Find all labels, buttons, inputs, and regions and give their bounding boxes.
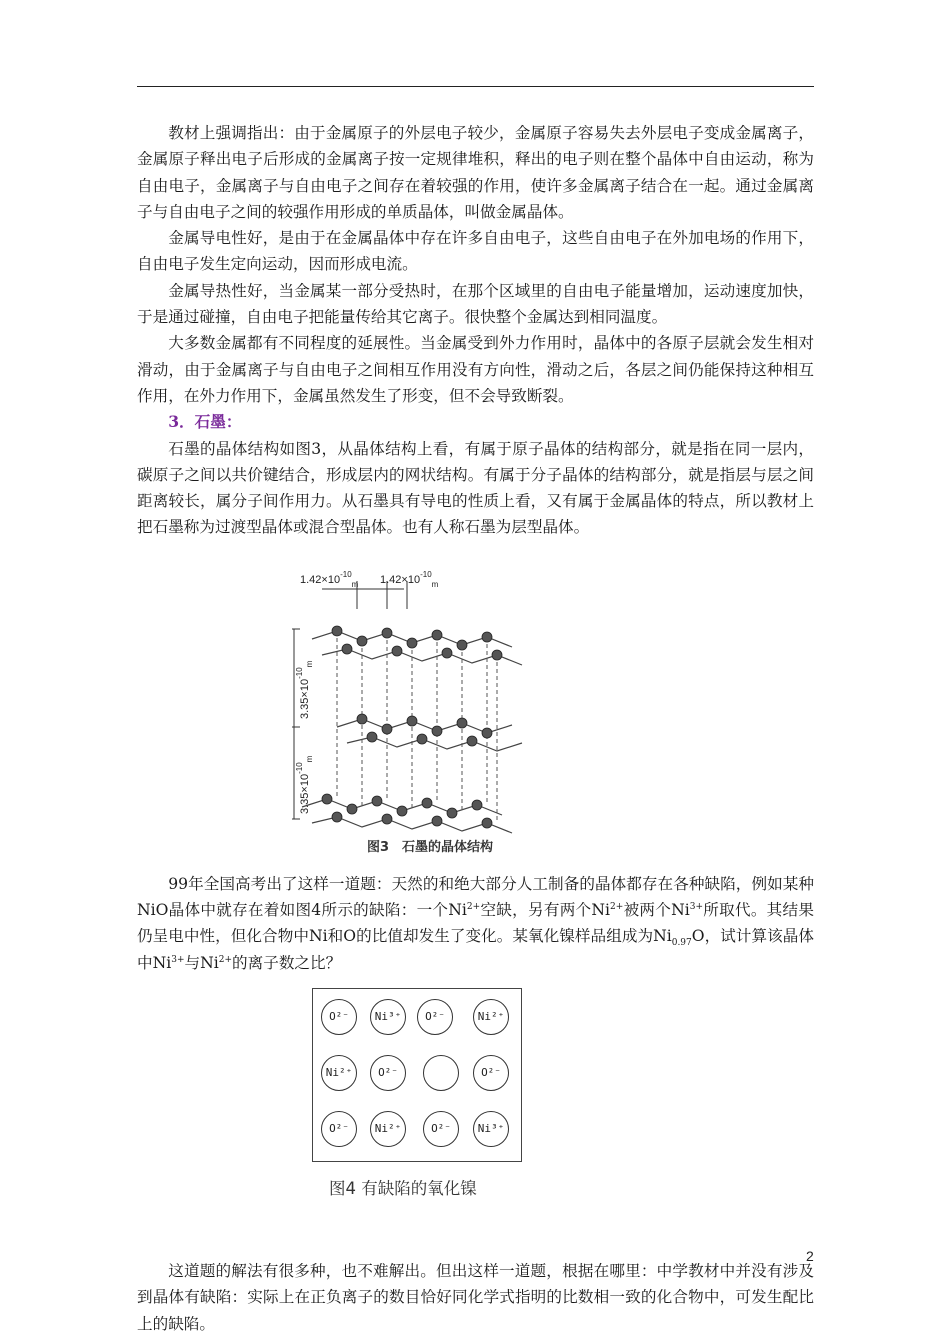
ion-cell: O²⁻ — [417, 999, 453, 1035]
ion-cell: Ni³⁺ — [473, 1111, 509, 1147]
middle-layer — [337, 719, 522, 751]
paragraph-metal-crystal: 教材上强调指出：由于金属原子的外层电子较少，金属原子容易失去外层电子变成金属离子，金属原子释出电子后形成的金属离子按一定规律堆积，释出的电子则在整个晶体中自由运动，称为自由电子，金属离子与自由电子之间存在着较强的作用，使许多金属离子结合在一起。通过金属离子与自由电子之间的较强作用形成的单质晶体，叫做金属晶体。 — [137, 124, 814, 221]
paragraph-ductility: 大多数金属都有不同程度的延展性。当金属受到外力作用时，晶体中的各原子层就会发生相对滑动，由于金属离子与自由电子之间相互作用没有方向性，滑动之后，各层之间仍能保持这种相互作用，在外力作用下，金属虽然发生了形变，但不会导致断裂。 — [137, 334, 814, 405]
graphite-lattice-illustration — [292, 569, 552, 834]
paragraph-graphite: 石墨的晶体结构如图3，从晶体结构上看，有属于原子晶体的结构部分，就是指在同一层内，碳原子之间以共价键结合，形成层内的网状结构。有属于分子晶体的结构部分，就是指层与层之间距离较长，属分子间作用力。从石墨具有导电的性质上看，又有属于金属晶体的特点，所以教材上把石墨称为过渡型晶体或混合型晶体。也有人称石墨为层型晶体。 — [137, 439, 814, 537]
document-body — [137, 120, 814, 1337]
ion-vacancy — [423, 1055, 459, 1091]
ion-cell: O²⁻ — [473, 1055, 509, 1091]
ion-cell: O²⁻ — [370, 1055, 406, 1091]
ion-cell: Ni²⁺ — [473, 999, 509, 1035]
figure4-caption: 图4 有缺陷的氧化镍 — [329, 1178, 477, 1198]
paragraph-thermal: 金属导热性好，当金属某一部分受热时，在那个区域里的自由电子能量增加，运动速度加快，于是通过碰撞，自由电子把能量传给其它离子。很快整个金属达到相同温度。 — [137, 281, 814, 327]
header-rule — [137, 86, 814, 87]
dim-label-top-right: $1.42\times 10^{-10}_m$ — [380, 569, 439, 589]
figure-graphite-structure — [137, 559, 814, 859]
page-number: 2 — [806, 1248, 814, 1264]
section-heading-graphite: 3．石墨： — [168, 412, 242, 432]
ion-cell: Ni³⁺ — [370, 999, 406, 1035]
figure-defective-nio — [137, 988, 814, 1258]
paragraph-conductivity: 金属导电性好，是由于在金属晶体中存在许多自由电子，这些自由电子在外加电场的作用下，自由电子发生定向运动，因而形成电流。 — [137, 229, 814, 274]
paragraph-nio-question: 99年全国高考出了这样一道题：天然的和绝大部分人工制备的晶体都存在各种缺陷，例如某种NiO晶体中就存在着如图4所示的缺陷：一个$Ni^{2+}$空缺，另有两个$Ni^{2+}$被两个$Ni^{3+}$所取代。其结果仍呈电中性，但化合物中Ni和O的比值却发生了变化。某氧化镍样品组成为$Ni_{0.97}O$，试计算该晶体中$Ni^{3+}$与$Ni^{2+}$的离子数之比？ — [137, 874, 814, 972]
ion-cell: Ni²⁺ — [370, 1111, 406, 1147]
ion-cell: O²⁻ — [321, 1111, 357, 1147]
dim-label-top-left: $1.42\times 10^{-10}_m$ — [300, 569, 359, 589]
ion-cell: O²⁻ — [321, 999, 357, 1035]
ion-cell: Ni²⁺ — [321, 1055, 357, 1091]
dim-label-side-2: $3.35\times 10^{-10}_m$ — [295, 755, 314, 814]
ion-cell: O²⁻ — [423, 1111, 459, 1147]
figure3-caption: 图3 石墨的晶体结构 — [367, 839, 494, 855]
ion-grid-frame — [312, 988, 522, 1162]
dim-label-side-1: $3.35\times 10^{-10}_m$ — [295, 660, 314, 719]
paragraph-solution-note: 这道题的解法有很多种，也不难解出。但出这样一道题，根据在哪里：中学教材中并没有涉及到晶体有缺陷：实际上在正负离子的数目恰好同化学式指明的比数相一致的化合物中，可发生配比上的缺陷。 — [137, 1261, 814, 1333]
